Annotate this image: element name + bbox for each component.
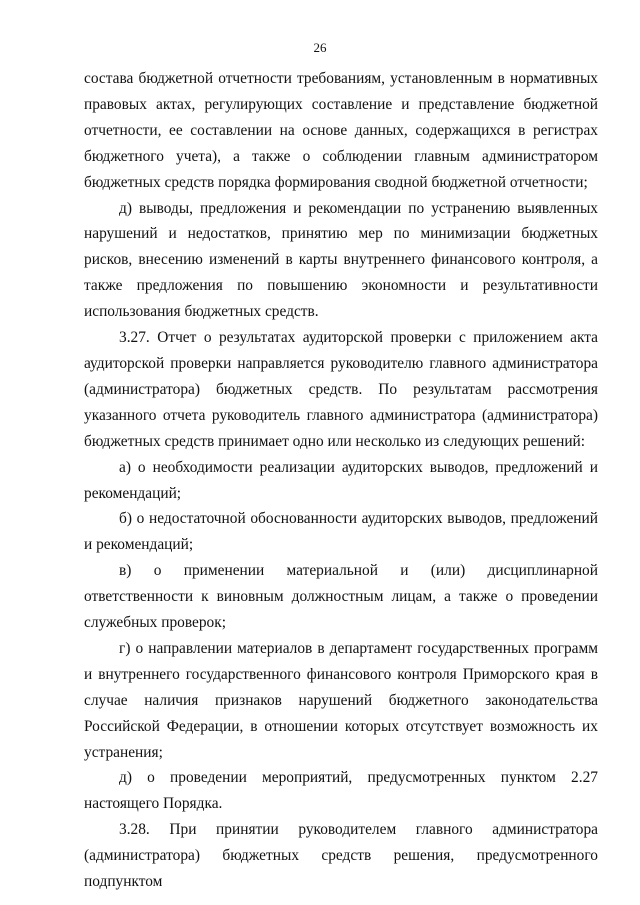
paragraph-item-g-referral: г) о направлении материалов в департамент государственных программ и внутреннего государственного финансового контроля Приморского края в случае наличия признаков нарушений бюджетного законодательства Российской Федерации, в отношении которых отсутствует возможность их устранения; — [84, 639, 598, 761]
paragraph-item-d-measures: д) о проведении мероприятий, предусмотренных пунктом 2.27 настоящего Порядка. — [84, 769, 598, 813]
paragraph-item-d-conclusions: д) выводы, предложения и рекомендации по устранению выявленных нарушений и недостатков, принятию мер по минимизации бюджетных рисков, внесению изменений в карты внутреннего финансового контроля, а также предложения по повышению экономности и результативности использования бюджетных средств. — [84, 199, 598, 321]
paragraph-item-b-insufficient-justification: б) о недостаточной обоснованности аудиторских выводов, предложений и рекомендаций; — [84, 510, 598, 554]
paragraph-3-27-report: 3.27. Отчет о результатах аудиторской проверки с приложением акта аудиторской проверки направляется руководителю главного администратора (администратора) бюджетных средств. По результатам рассмотрения указанного отчета руководитель главного администратора (администратора) бюджетных средств принимает одно или несколько из следующих решений: — [84, 329, 598, 450]
page-number: 26 — [313, 40, 327, 55]
paragraph-budget-reporting-end: состава бюджетной отчетности требованиям, установленным в нормативных правовых актах, регулирующих составление и представление бюджетной отчетности, ее составлении на основе данных, содержащихся в регистрах бюджетного учета), а также о соблюдении главным администратором бюджетных средств порядка формирования сводной бюджетной отчетности; — [84, 70, 598, 191]
document-body — [84, 66, 598, 895]
paragraph-3-28-decision: 3.28. При принятии руководителем главного администратора (администратора) бюджетных средств решения, предусмотренного подпунктом — [84, 821, 598, 891]
paragraph-item-v-liability: в) о применении материальной и (или) дисциплинарной ответственности к виновным должностным лицам, а также о проведении служебных проверок; — [84, 562, 598, 632]
paragraph-item-a-implementation: а) о необходимости реализации аудиторских выводов, предложений и рекомендаций; — [84, 458, 598, 502]
